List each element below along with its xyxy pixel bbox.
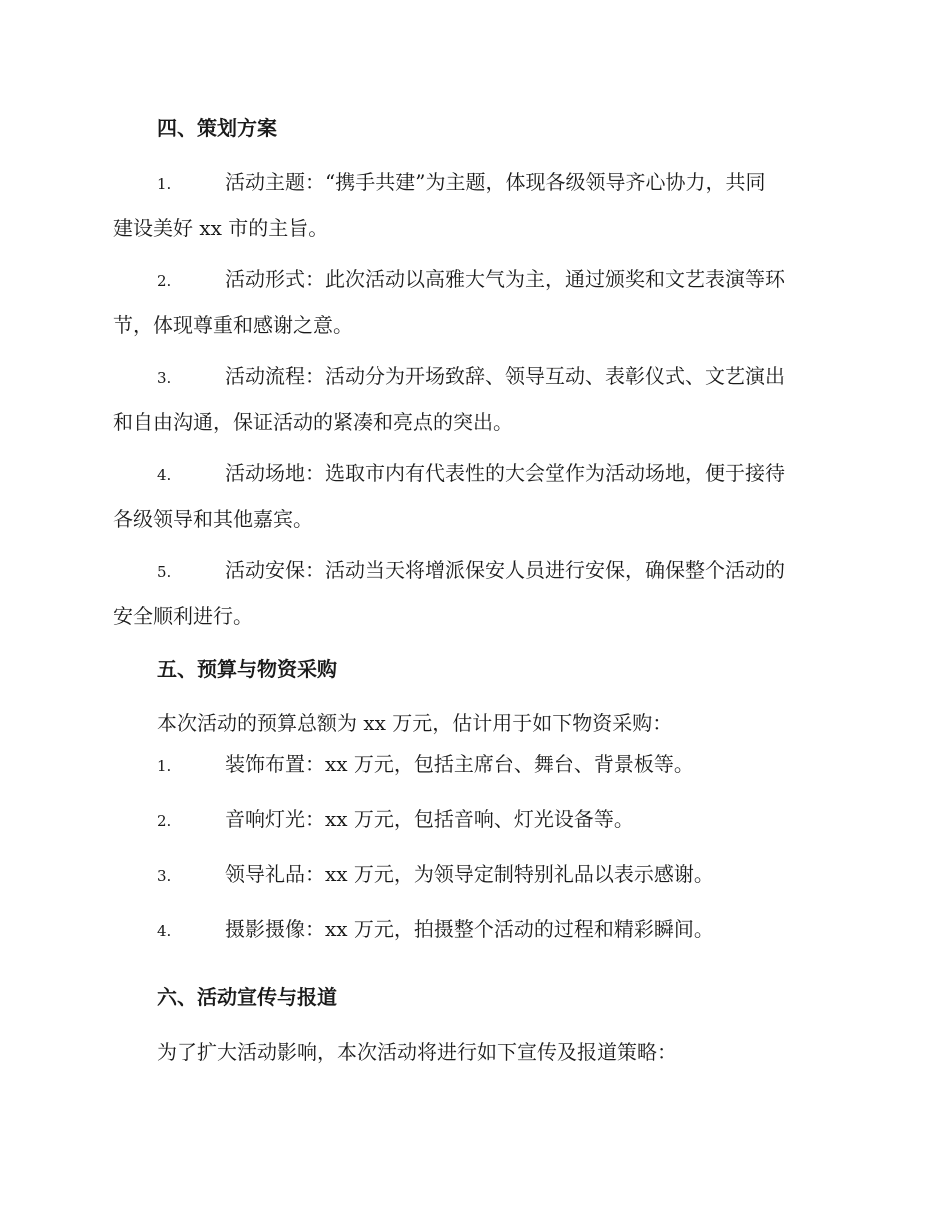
list-number: 1. [157,175,172,193]
list-number: 1. [157,757,172,775]
list-text-continued: 建设美好 xx 市的主旨。 [113,216,329,240]
list-number: 4. [157,466,172,484]
list-item [113,451,833,541]
list-item [113,852,833,898]
list-item [113,548,833,638]
list-number: 2. [157,272,172,290]
list-text: 摄影摄像：xx 万元，拍摄整个活动的过程和精彩瞬间。 [225,917,714,941]
list-number: 5. [157,563,172,581]
list-text-continued: 节，体现尊重和感谢之意。 [113,313,353,337]
list-text: 活动形式：此次活动以高雅大气为主，通过颁奖和文艺表演等环 [225,267,785,291]
list-item [113,354,833,444]
list-text: 领导礼品：xx 万元，为领导定制特别礼品以表示感谢。 [225,862,714,886]
list-text: 活动流程：活动分为开场致辞、领导互动、表彰仪式、文艺演出 [225,364,785,388]
list-text: 活动主题：“携手共建”为主题，体现各级领导齐心协力，共同 [225,170,766,194]
list-number: 3. [157,369,172,387]
section-heading-budget: 五、预算与物资采购 [157,657,337,681]
list-text-continued: 和自由沟通，保证活动的紧凑和亮点的突出。 [113,410,513,434]
list-text: 活动安保：活动当天将增派保安人员进行安保，确保整个活动的 [225,558,785,582]
list-number: 2. [157,812,172,830]
list-text: 装饰布置：xx 万元，包括主席台、舞台、背景板等。 [225,752,694,776]
publicity-intro: 为了扩大活动影响，本次活动将进行如下宣传及报道策略： [157,1040,677,1064]
list-number: 3. [157,867,172,885]
list-item [113,257,833,347]
list-item [113,742,833,788]
list-item [113,797,833,843]
list-number: 4. [157,922,172,940]
list-text: 活动场地：选取市内有代表性的大会堂作为活动场地，便于接待 [225,461,785,485]
list-item [113,160,833,250]
list-text-continued: 各级领导和其他嘉宾。 [113,507,313,531]
list-text: 音响灯光：xx 万元，包括音响、灯光设备等。 [225,807,634,831]
list-item [113,907,833,953]
list-text-continued: 安全顺利进行。 [113,604,253,628]
section-heading-publicity: 六、活动宣传与报道 [157,985,337,1009]
section-heading-plan: 四、策划方案 [157,116,277,140]
budget-intro: 本次活动的预算总额为 xx 万元，估计用于如下物资采购： [157,711,673,735]
